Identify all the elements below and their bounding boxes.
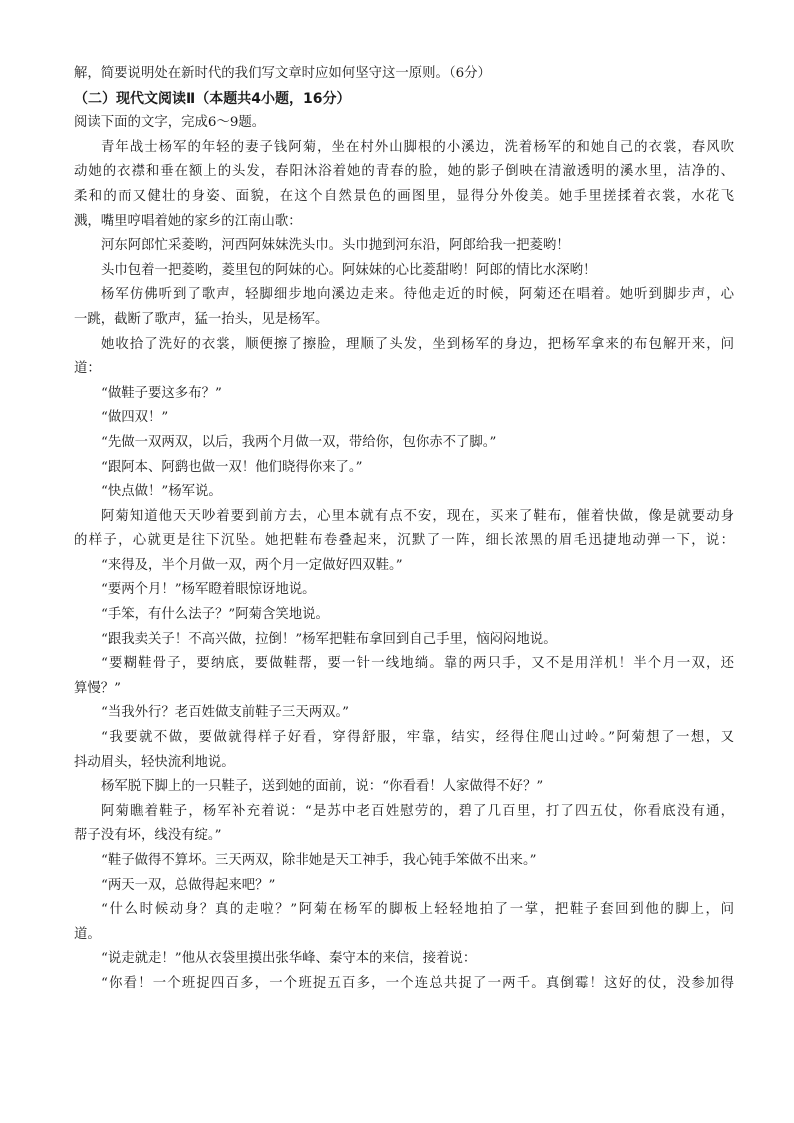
dialogue-line: “跟阿本、阿鹞也做一双！他们晓得你来了。” [101,459,363,475]
paragraph-line: 青年战士杨军的年轻的妻子钱阿菊，坐在村外山脚根的小溪边，洗着杨军的和她自己的衣裳，春风吹 [101,139,734,155]
paragraph-line: 阿菊知道他天天吵着要到前方去，心里本就有点不安，现在，买来了鞋布，催着快做，像是就要动身 [101,508,734,524]
dialogue-line: “手笨，有什么法子？”阿菊含笑地说。 [101,607,329,623]
paragraph-line: 的样子，心就更是往下沉坠。她把鞋布卷叠起来，沉默了一阵，细长浓黑的眉毛迅捷地动弹一下，说： [74,533,734,549]
paragraph-line: 帮子没有坏，线没有绽。” [74,828,222,844]
paragraph-line: 柔和的而又健壮的身姿、面貌，在这个自然景色的画图里，显得分外俊美。她手里搓揉着衣裳，水花飞 [74,188,734,204]
dialogue-line: “什么时候动身？真的走啦？”阿菊在杨军的脚板上轻轻地拍了一掌，把鞋子套回到他的脚上，问 [101,902,734,918]
dialogue-line: “先做一双两双，以后，我两个月做一双，带给你，包你赤不了脚。” [101,434,497,450]
dialogue-line: “跟我卖关子！不高兴做，拉倒！”杨军把鞋布拿回到自己手里，恼闷闷地说。 [101,631,557,647]
dialogue-line: “当我外行？老百姓做支前鞋子三天两双。” [101,705,350,721]
instruction: 阅读下面的文字，完成6～9题。 [74,115,266,131]
dialogue-line: “鞋子做得不算坏。三天两双，除非她是天工神手，我心钝手笨做不出来。” [101,853,537,868]
paragraph-line: 一跳，截断了歌声，猛一抬头，见是杨军。 [74,311,329,327]
dialogue-line: “做鞋子要这多布？” [101,385,222,401]
paragraph-line: 道： [74,361,101,377]
dialogue-line: 道。 [74,926,101,942]
dialogue-line: “要两个月！”杨军瞪着眼惊讶地说。 [101,582,316,598]
song-line: 头巾包着一把菱哟，菱里包的阿妹的心。阿妹妹的心比菱甜哟！阿郎的情比水深哟！ [101,262,597,278]
dialogue-line: “两天一双，总做得起来吧？” [101,877,276,893]
dialogue-line: “做四双！” [101,410,169,426]
dialogue-line: “说走就走！”他从衣袋里摸出张华峰、秦守本的来信，接着说： [101,951,477,967]
dialogue-line: “要糊鞋骨子，要纳底，要做鞋帮，要一针一线地绱。靠的两只手，又不是用洋机！半个月一双，还 [101,656,734,672]
dialogue-line: “你看！一个班捉四百多，一个班捉五百多，一个连总共捉了一两千。真倒霉！这好的仗，没参加得 [101,975,734,991]
dialogue-line: 算慢？” [74,680,122,696]
section-heading: （二）现代文阅读Ⅱ（本题共4小题，16分） [74,90,351,107]
paragraph-line: 杨军仿佛听到了歌声，轻脚细步地向溪边走来。待他走近的时候，阿菊还在唱着。她听到脚步声，心 [101,287,734,303]
dialogue-line: 抖动眉头，轻快流利地说。 [74,754,235,770]
dialogue-line: “快点做！”杨军说。 [101,484,222,500]
paragraph-line: 她收拾了洗好的衣裳，顺便擦了擦脸，理顺了头发，坐到杨军的身边，把杨军拿来的布包解开来，问 [101,336,734,352]
paragraph-line: 动她的衣襟和垂在额上的头发，春阳沐浴着她的青春的脸，她的影子倒映在清澈透明的溪水里，洁净的、 [74,164,734,180]
paragraph-line: 阿菊瞧着鞋子，杨军补充着说：“是苏中老百姓慰劳的，碧了几百里，打了四五仗，你看底没有通， [101,803,734,819]
paragraph-line: 杨军脱下脚上的一只鞋子，送到她的面前，说：“你看看！人家做得不好？” [101,779,544,795]
dialogue-line: “我要就不做，要做就得样子好看，穿得舒服，牢靠，结实，经得住爬山过岭。”阿菊想了一想，又 [101,730,734,746]
paragraph-line: 溅，嘴里哼唱着她的家乡的江南山歌： [74,213,302,229]
question-5-tail: 解，简要说明处在新时代的我们写文章时应如何坚守这一原则。（6分） [74,66,491,81]
dialogue-line: “来得及，半个月做一双，两个月一定做好四双鞋。” [101,557,403,573]
song-line: 河东阿郎忙采菱哟，河西阿妹妹洗头巾。头巾抛到河东沿，阿郎给我一把菱哟！ [101,238,570,254]
